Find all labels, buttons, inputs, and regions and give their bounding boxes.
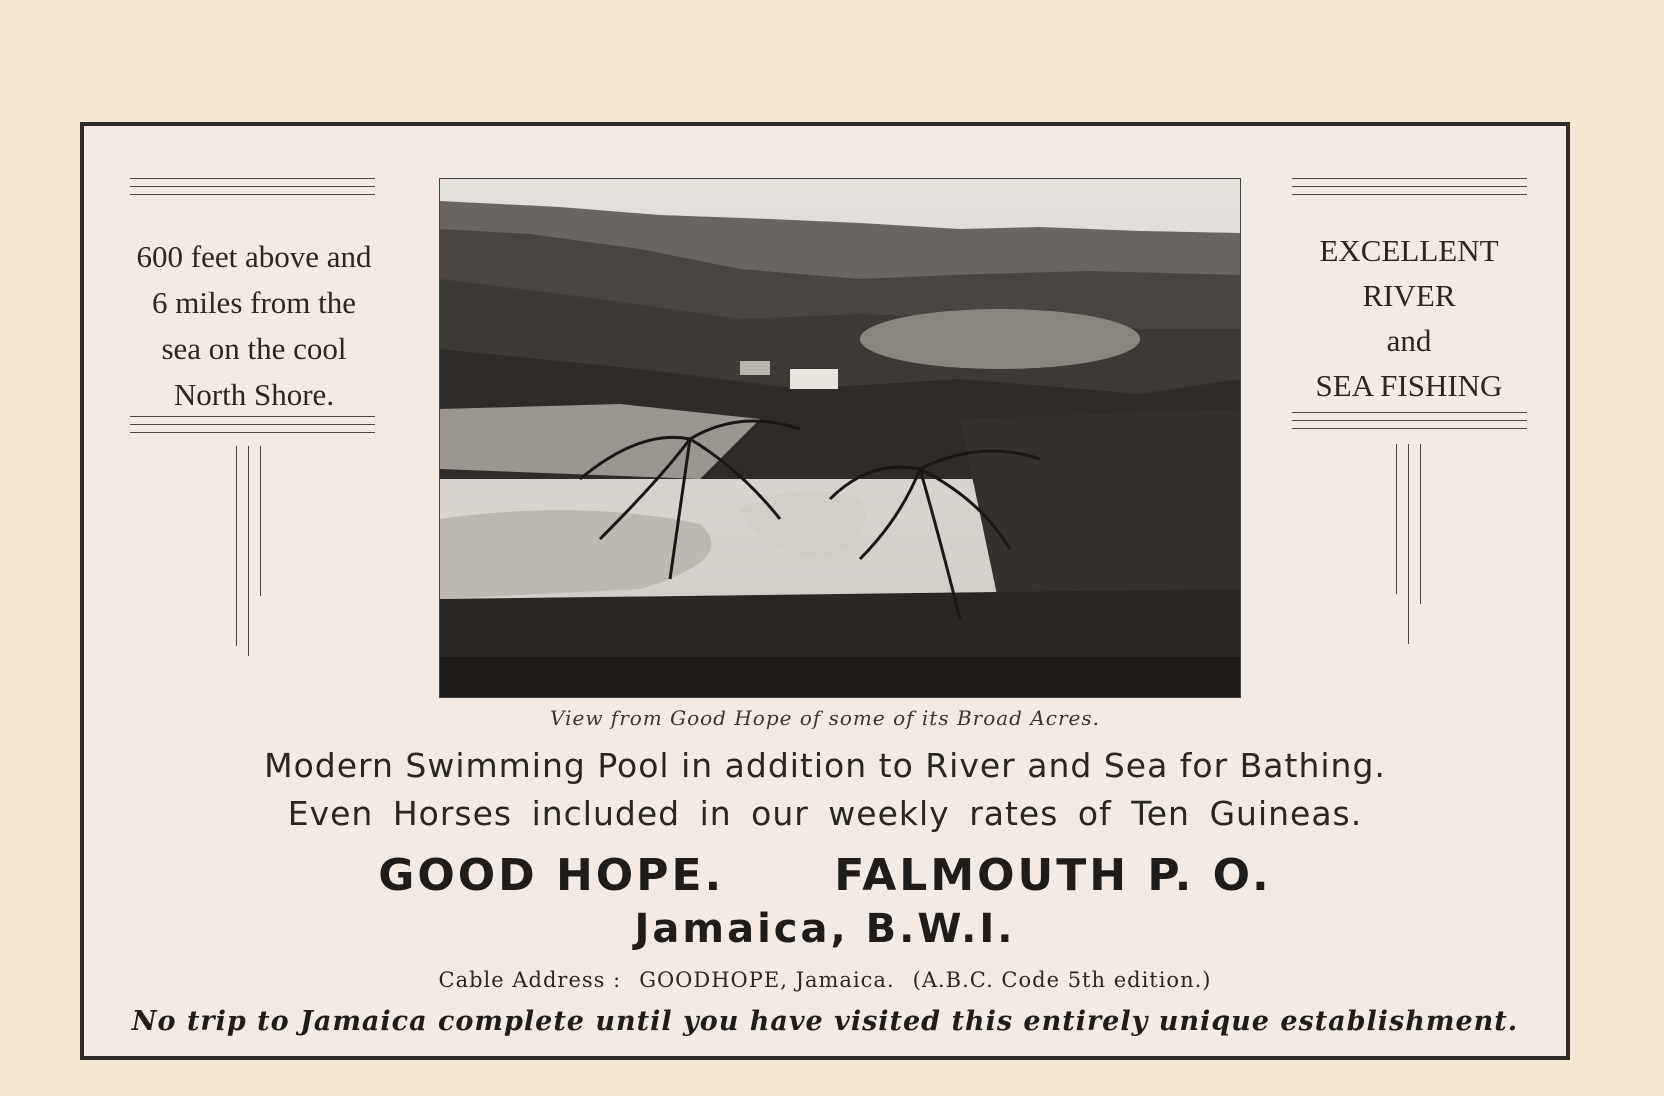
cable-address: [84, 968, 1566, 992]
hotel-location: Jamaica, B.W.I.: [634, 906, 1016, 952]
right-blurb-line: RIVER: [1362, 278, 1456, 313]
tagline: No trip to Jamaica complete until you have visited this entirely unique establishment.: [131, 1006, 1519, 1037]
right-bottom-rules: [1292, 412, 1527, 436]
hotel-title: [84, 850, 1566, 901]
cable-code: (A.B.C. Code 5th edition.): [912, 968, 1212, 992]
left-blurb-line: 600 feet above and: [136, 239, 372, 274]
photo-caption: View from Good Hope of some of its Broad Acres.: [550, 706, 1100, 730]
hotel-name: GOOD HOPE.: [378, 850, 725, 901]
cable-label: Cable Address :: [438, 968, 622, 992]
horses-rates-line: Even Horses included in our weekly rates of Ten Guineas.: [287, 794, 1363, 833]
right-blurb-line: and: [1386, 323, 1432, 358]
right-blurb-line: SEA FISHING: [1315, 368, 1503, 403]
right-blurb-line: EXCELLENT: [1319, 233, 1499, 268]
left-top-rules: [130, 178, 375, 202]
landscape-photo: [439, 178, 1241, 698]
right-top-rules: [1292, 178, 1527, 202]
right-vertical-rules: [1396, 444, 1421, 644]
left-blurb-line: North Shore.: [173, 377, 335, 412]
left-blurb: [124, 234, 384, 418]
swimming-pool-line: Modern Swimming Pool in addition to River and Sea for Bathing.: [264, 746, 1386, 785]
left-blurb-line: sea on the cool: [161, 331, 347, 366]
left-vertical-rules: [236, 446, 261, 656]
cable-value: GOODHOPE, Jamaica.: [639, 968, 895, 992]
right-blurb: [1279, 228, 1539, 408]
left-blurb-line: 6 miles from the: [151, 285, 357, 320]
post-office: FALMOUTH P. O.: [834, 850, 1272, 901]
left-bottom-rules: [130, 416, 375, 440]
advertisement-frame: [80, 122, 1570, 1060]
